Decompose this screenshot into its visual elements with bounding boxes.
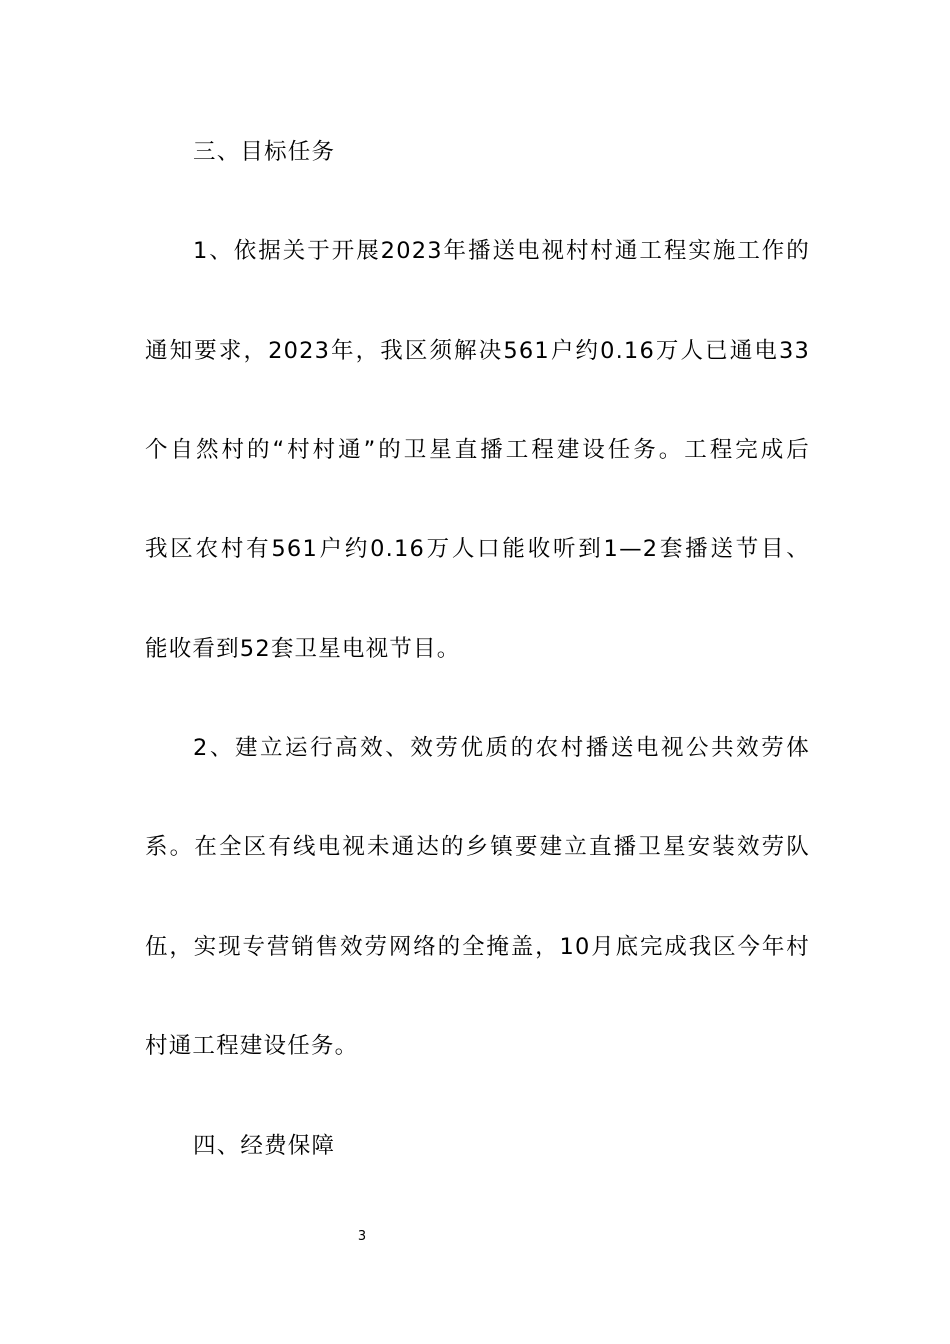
paragraph-1-line-3: 个自然村的“村村通”的卫星直播工程建设任务。工程完成后 xyxy=(145,437,810,463)
paragraph-1-line-5: 能收看到52套卫星电视节目。 xyxy=(145,636,461,662)
section-4-heading: 四、经费保障 xyxy=(193,1133,336,1159)
section-3-heading: 三、目标任务 xyxy=(193,139,336,165)
paragraph-2-line-2: 系。在全区有线电视未通达的乡镇要建立直播卫星安装效劳队 xyxy=(145,834,810,860)
paragraph-1-line-4: 我区农村有561户约0.16万人口能收听到1—2套播送节目、 xyxy=(145,536,810,562)
page-number: 3 xyxy=(357,1229,367,1244)
paragraph-1-line-2: 通知要求，2023年，我区须解决561户约0.16万人已通电33 xyxy=(145,338,810,364)
paragraph-1-line-1: 1、依据关于开展2023年播送电视村村通工程实施工作的 xyxy=(193,238,810,264)
paragraph-2-line-3: 伍，实现专营销售效劳网络的全掩盖，10月底完成我区今年村 xyxy=(145,934,810,960)
paragraph-2-line-4: 村通工程建设任务。 xyxy=(145,1033,359,1059)
paragraph-2-line-1: 2、建立运行高效、效劳优质的农村播送电视公共效劳体 xyxy=(193,735,810,761)
